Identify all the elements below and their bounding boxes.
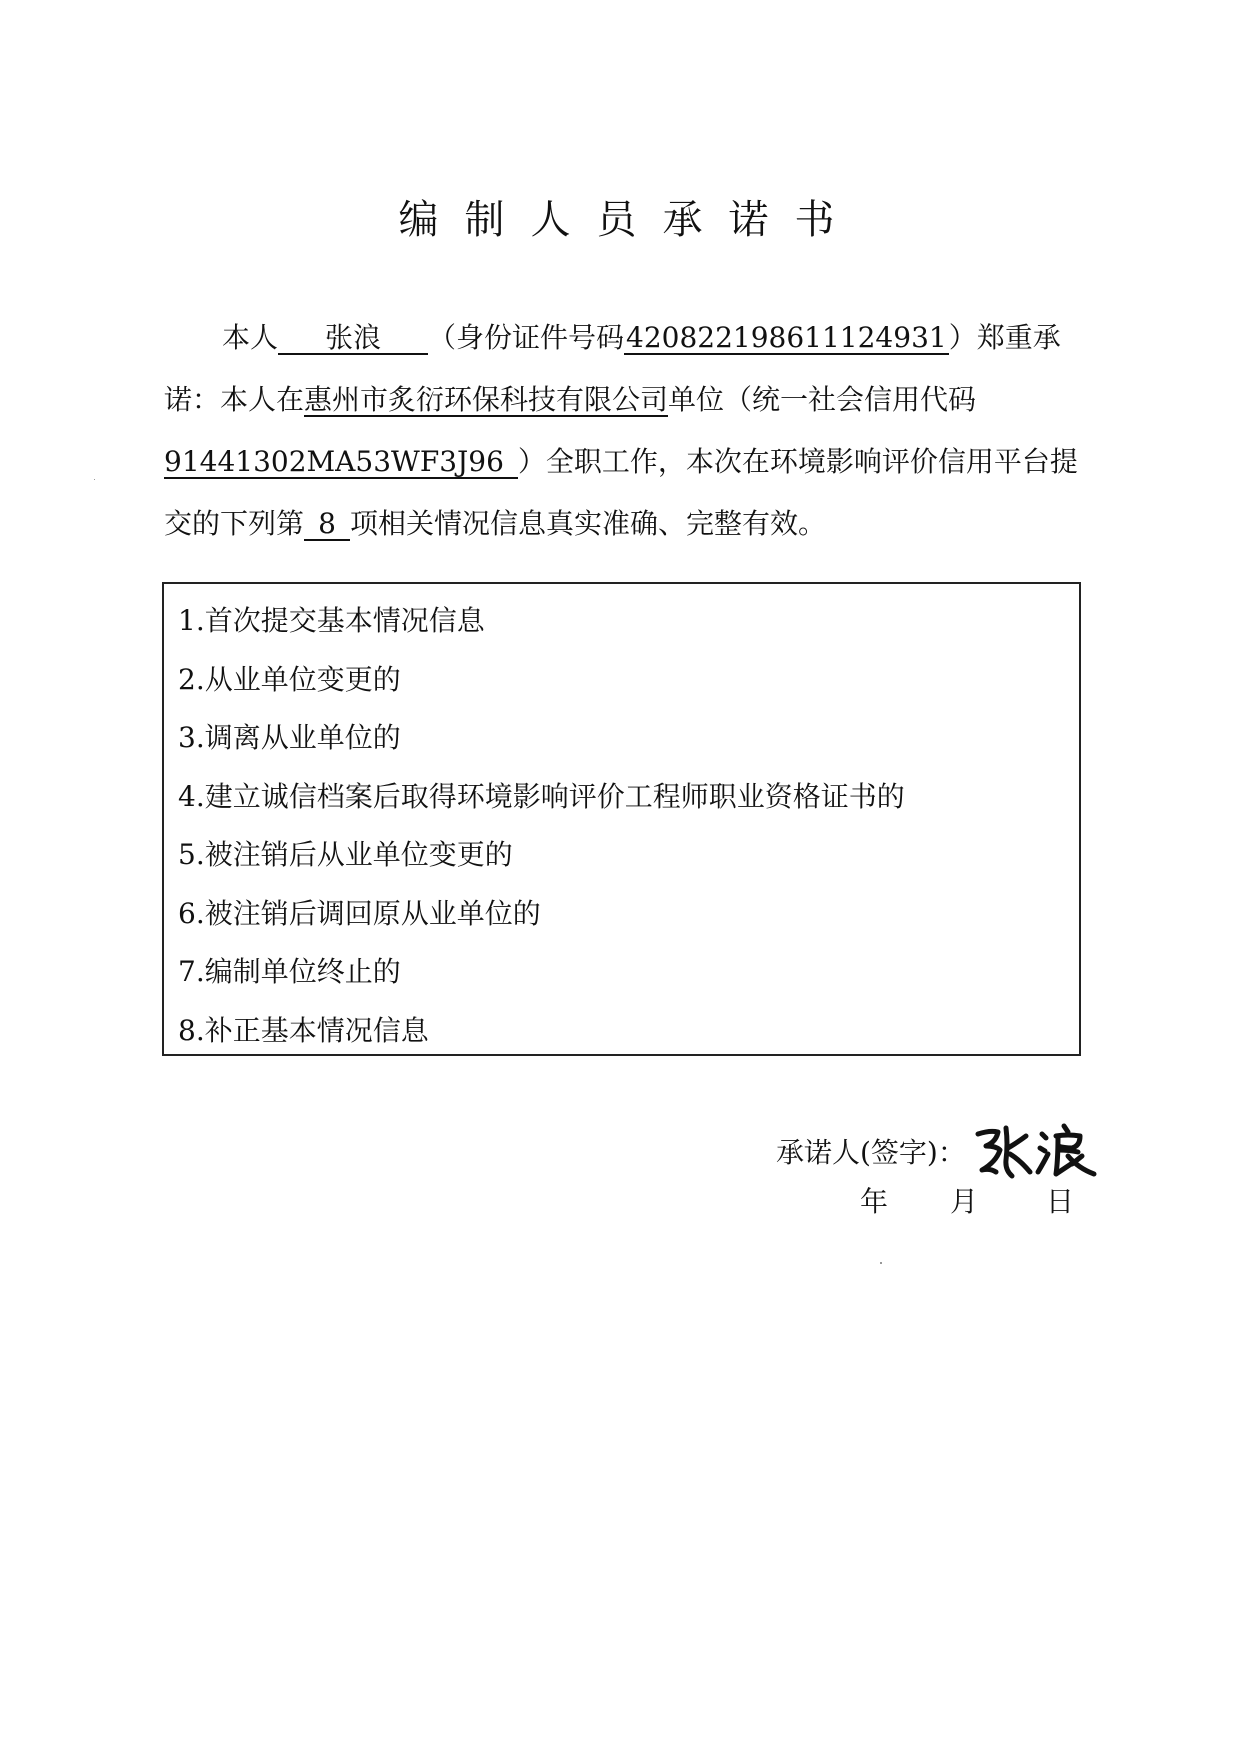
- paragraph-line-2: [164, 369, 1084, 431]
- option-item-6: 6.被注销后调回原从业单位的: [178, 896, 541, 930]
- date-day-label: 日: [1046, 1185, 1075, 1218]
- text-id-label: （身份证件号码: [428, 321, 625, 354]
- document-title: 编制人员承诺书: [398, 197, 861, 243]
- text-submitted-items: 交的下列第: [164, 507, 305, 540]
- paragraph-line-1: [164, 307, 1084, 369]
- scan-speck: [880, 1262, 882, 1264]
- paragraph-line-3: [164, 431, 1084, 493]
- date-year-label: 年: [860, 1185, 889, 1218]
- scan-speck: [94, 479, 95, 480]
- date-month-label: 月: [950, 1185, 979, 1218]
- date-row: [860, 1180, 1075, 1220]
- text-promise-in: 诺：本人在: [164, 383, 305, 416]
- item-count-field: 8: [304, 509, 350, 541]
- credit-code-field: 91441302MA53WF3J96: [164, 447, 518, 479]
- id-number-field: 420822198611124931: [626, 321, 947, 354]
- text-full-time-work: ）全职工作，本次在环境影响评价信用平台提: [517, 445, 1078, 478]
- text-unit-credit-code: 单位（统一社会信用代码: [668, 383, 977, 416]
- option-item-5: 5.被注销后从业单位变更的: [178, 838, 513, 871]
- text-solemn-promise: ）郑重承: [948, 321, 1061, 354]
- option-item-2: 2.从业单位变更的: [178, 662, 401, 696]
- signature-label: 承诺人(签字)：: [776, 1136, 966, 1169]
- name-field: 张浪: [278, 323, 428, 355]
- text-info-true: 项相关情况信息真实准确、完整有效。: [350, 507, 827, 540]
- company-field: 惠州市炙衍环保科技有限公司: [304, 383, 669, 416]
- commitment-paragraph: [164, 307, 1084, 555]
- option-item-7: 7.编制单位终止的: [178, 955, 401, 988]
- option-item-4: 4.建立诚信档案后取得环境影响评价工程师职业资格证书的: [178, 779, 905, 813]
- signature-row: [776, 1120, 1100, 1182]
- option-item-8: 8.补正基本情况信息: [178, 1013, 429, 1047]
- paragraph-line-4: [164, 493, 1084, 555]
- option-item-3: 3.调离从业单位的: [178, 721, 401, 754]
- option-item-1: 1.首次提交基本情况信息: [178, 604, 485, 637]
- text-ben-ren: 本人: [222, 321, 279, 354]
- handwritten-signature: [972, 1120, 1100, 1182]
- options-list: [162, 582, 1081, 1056]
